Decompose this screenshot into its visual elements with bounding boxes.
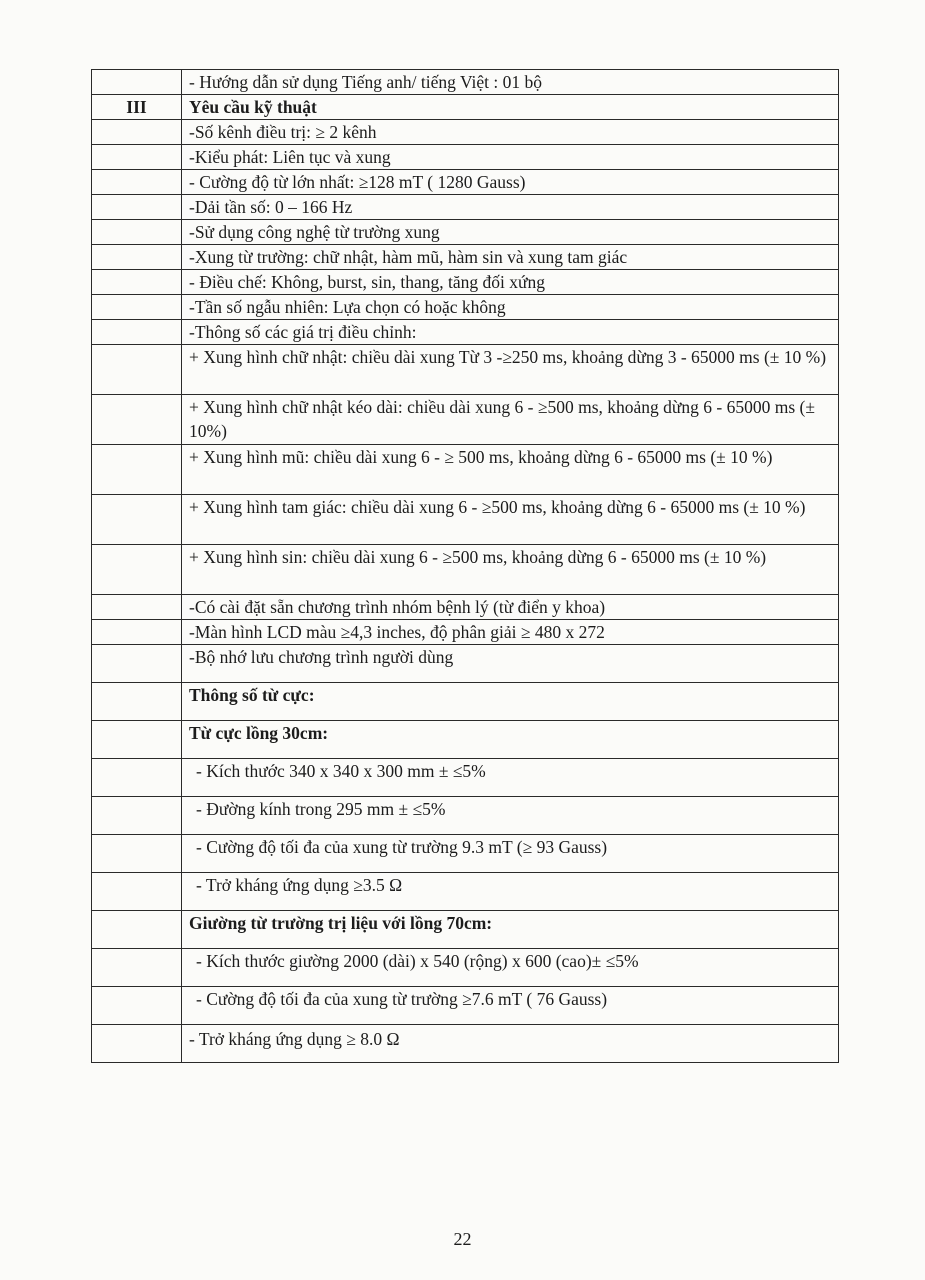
row-number xyxy=(92,245,182,270)
row-number xyxy=(92,545,182,595)
row-number xyxy=(92,120,182,145)
row-number xyxy=(92,797,182,835)
table-row xyxy=(92,645,839,683)
row-text: -Tần số ngẫu nhiên: Lựa chọn có hoặc không xyxy=(182,295,839,320)
row-text: -Kiểu phát: Liên tục và xung xyxy=(182,145,839,170)
row-text: + Xung hình tam giác: chiều dài xung 6 - ≥500 ms, khoảng dừng 6 - 65000 ms (± 10 %) xyxy=(182,495,839,545)
table-row xyxy=(92,170,839,195)
row-number xyxy=(92,759,182,797)
row-text: - Cường độ tối đa của xung từ trường ≥7.6 mT ( 76 Gauss) xyxy=(182,987,839,1025)
row-number xyxy=(92,345,182,395)
row-number xyxy=(92,220,182,245)
row-number xyxy=(92,320,182,345)
table-row xyxy=(92,683,839,721)
row-text: + Xung hình sin: chiều dài xung 6 - ≥500 ms, khoảng dừng 6 - 65000 ms (± 10 %) xyxy=(182,545,839,595)
page-number: 22 xyxy=(453,1229,472,1249)
row-text: - Đường kính trong 295 mm ± ≤5% xyxy=(182,797,839,835)
row-text: - Hướng dẫn sử dụng Tiếng anh/ tiếng Việt : 01 bộ xyxy=(182,70,839,95)
row-number xyxy=(92,620,182,645)
row-number xyxy=(92,911,182,949)
table-row xyxy=(92,220,839,245)
row-number xyxy=(92,645,182,683)
table-row xyxy=(92,495,839,545)
row-text: -Xung từ trường: chữ nhật, hàm mũ, hàm sin và xung tam giác xyxy=(182,245,839,270)
table-row xyxy=(92,911,839,949)
row-number xyxy=(92,145,182,170)
row-number xyxy=(92,70,182,95)
table-row xyxy=(92,620,839,645)
table-row xyxy=(92,95,839,120)
row-number xyxy=(92,683,182,721)
row-number xyxy=(92,721,182,759)
row-number xyxy=(92,595,182,620)
table-row xyxy=(92,270,839,295)
row-text: -Sử dụng công nghệ từ trường xung xyxy=(182,220,839,245)
row-number xyxy=(92,295,182,320)
row-number xyxy=(92,835,182,873)
row-text: - Kích thước giường 2000 (dài) x 540 (rộng) x 600 (cao)± ≤5% xyxy=(182,949,839,987)
table-row xyxy=(92,320,839,345)
subsection-title: Giường từ trường trị liệu với lồng 70cm: xyxy=(182,911,839,949)
row-text: -Có cài đặt sẵn chương trình nhóm bệnh lý (từ điển y khoa) xyxy=(182,595,839,620)
row-text: -Dải tần số: 0 – 166 Hz xyxy=(182,195,839,220)
section-number: III xyxy=(92,95,182,120)
table-row xyxy=(92,873,839,911)
row-text: -Màn hình LCD màu ≥4,3 inches, độ phân giải ≥ 480 x 272 xyxy=(182,620,839,645)
row-text: -Bộ nhớ lưu chương trình người dùng xyxy=(182,645,839,683)
row-number xyxy=(92,949,182,987)
row-text: - Trở kháng ứng dụng ≥3.5 Ω xyxy=(182,873,839,911)
row-text: - Cường độ tối đa của xung từ trường 9.3 mT (≥ 93 Gauss) xyxy=(182,835,839,873)
row-number xyxy=(92,395,182,445)
row-number xyxy=(92,270,182,295)
table-row xyxy=(92,195,839,220)
row-text: + Xung hình chữ nhật kéo dài: chiều dài xung 6 - ≥500 ms, khoảng dừng 6 - 65000 ms (± 10%) xyxy=(182,395,839,445)
table-row xyxy=(92,545,839,595)
row-text: - Kích thước 340 x 340 x 300 mm ± ≤5% xyxy=(182,759,839,797)
table-row xyxy=(92,1025,839,1063)
subsection-title: Thông số từ cực: xyxy=(182,683,839,721)
row-number xyxy=(92,1025,182,1063)
row-number xyxy=(92,195,182,220)
row-number xyxy=(92,170,182,195)
subsection-title: Từ cực lồng 30cm: xyxy=(182,721,839,759)
row-text: -Số kênh điều trị: ≥ 2 kênh xyxy=(182,120,839,145)
table-row xyxy=(92,145,839,170)
section-title: Yêu cầu kỹ thuật xyxy=(182,95,839,120)
table-row xyxy=(92,595,839,620)
row-text: - Trở kháng ứng dụng ≥ 8.0 Ω xyxy=(182,1025,839,1063)
row-text: - Cường độ từ lớn nhất: ≥128 mT ( 1280 Gauss) xyxy=(182,170,839,195)
table-row xyxy=(92,70,839,95)
table-row xyxy=(92,797,839,835)
table-row xyxy=(92,987,839,1025)
row-number xyxy=(92,445,182,495)
row-number xyxy=(92,873,182,911)
table-row xyxy=(92,759,839,797)
table-row xyxy=(92,721,839,759)
table-row xyxy=(92,120,839,145)
row-text: -Thông số các giá trị điều chỉnh: xyxy=(182,320,839,345)
row-text: - Điều chế: Không, burst, sin, thang, tăng đối xứng xyxy=(182,270,839,295)
row-number xyxy=(92,987,182,1025)
table-row xyxy=(92,835,839,873)
table-row xyxy=(92,445,839,495)
row-text: + Xung hình chữ nhật: chiều dài xung Từ 3 -≥250 ms, khoảng dừng 3 - 65000 ms (± 10 %) xyxy=(182,345,839,395)
table-row xyxy=(92,949,839,987)
row-text: + Xung hình mũ: chiều dài xung 6 - ≥ 500 ms, khoảng dừng 6 - 65000 ms (± 10 %) xyxy=(182,445,839,495)
row-number xyxy=(92,495,182,545)
spec-table xyxy=(91,69,839,1063)
table-row xyxy=(92,345,839,395)
table-row xyxy=(92,245,839,270)
table-row xyxy=(92,295,839,320)
table-row xyxy=(92,395,839,445)
